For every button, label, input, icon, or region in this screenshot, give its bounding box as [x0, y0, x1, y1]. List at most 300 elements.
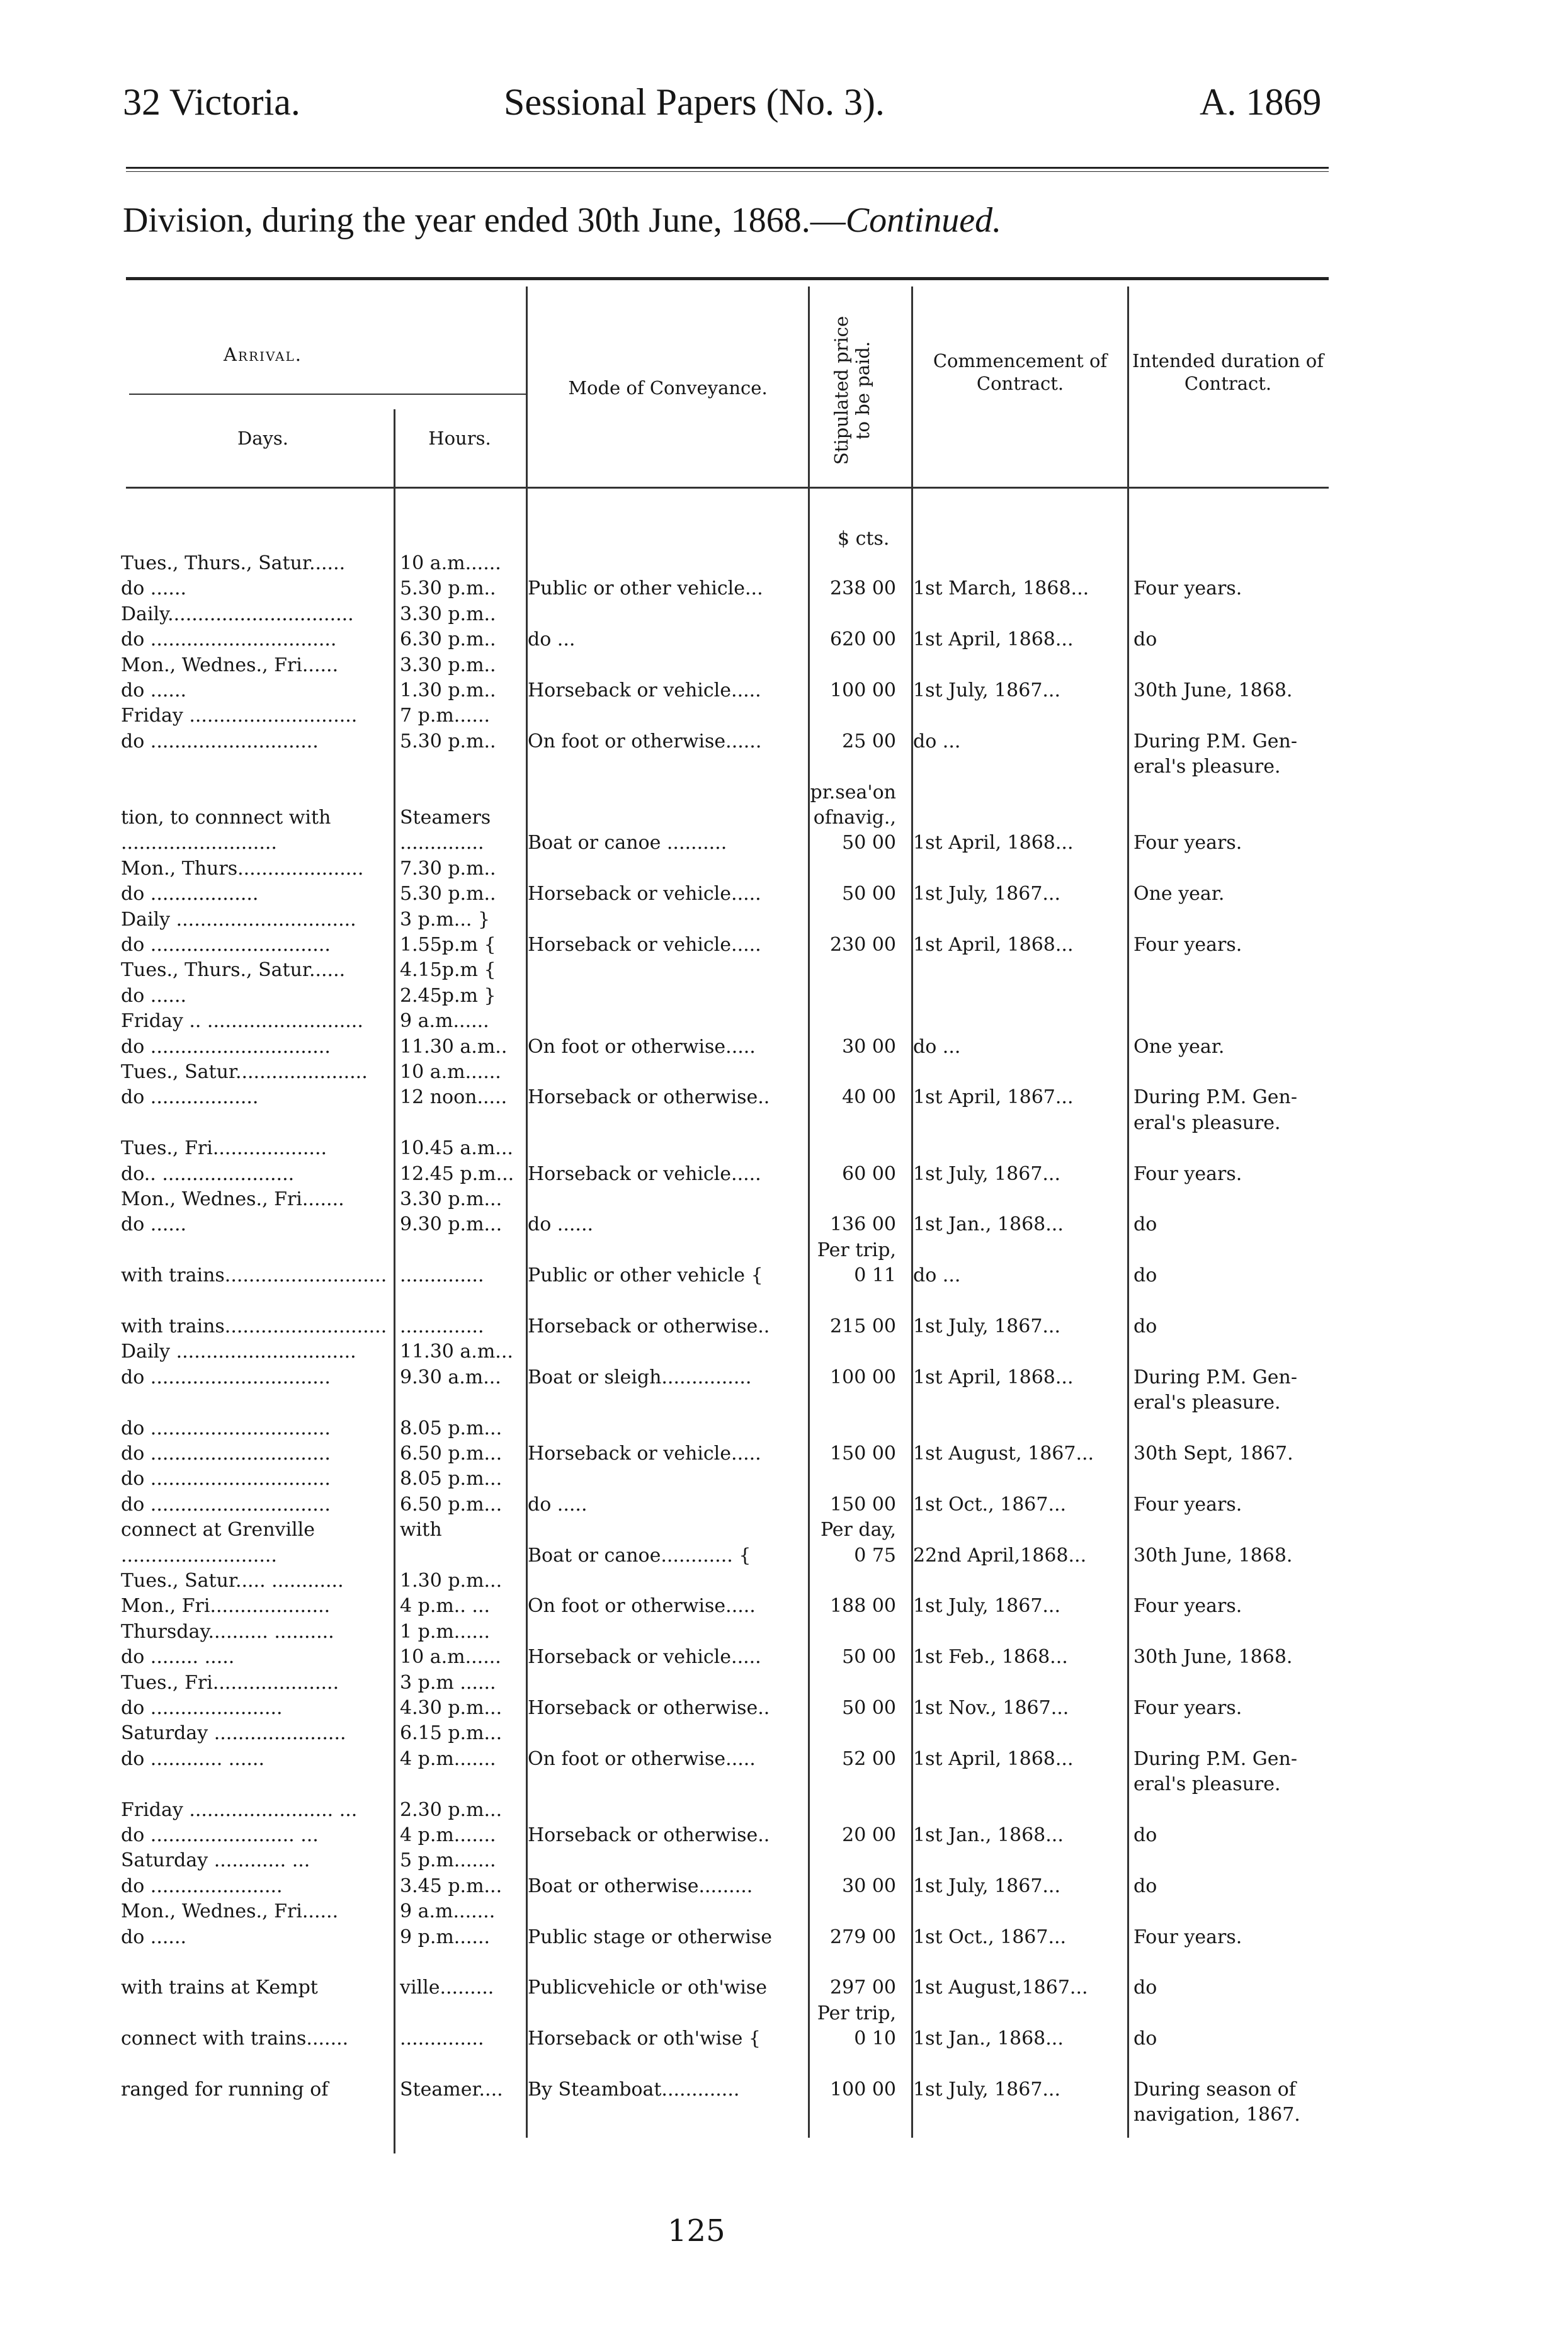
table-row: [0, 703, 1568, 729]
days-cell: Mon., Thurs.....................: [121, 857, 364, 880]
stipulated-header: [808, 296, 896, 485]
days-cell: Tues., Thurs., Satur......: [121, 552, 346, 574]
hours-cell: 7.30 p.m..: [400, 857, 496, 880]
hours-cell: 8.05 p.m...: [400, 1417, 503, 1439]
days-cell: Daily...............................: [121, 603, 354, 625]
table-row: [0, 1747, 1568, 1772]
price-cell: 0 10: [854, 2028, 896, 2050]
hours-cell: 9.30 a.m...: [400, 1366, 501, 1388]
duration-cell: Four years.: [1133, 1595, 1242, 1618]
table-row: [0, 780, 1568, 805]
table-row: [0, 958, 1568, 983]
table-row: [0, 1187, 1568, 1212]
table-row: [0, 1798, 1568, 1823]
price-cell: 100 00: [830, 1366, 896, 1388]
table-row: [0, 805, 1568, 831]
price-cell: 50 00: [842, 1697, 896, 1719]
days-cell: do ..............................: [121, 934, 331, 956]
days-cell: do.. ......................: [121, 1162, 295, 1185]
mode-cell: Horseback or vehicle.....: [528, 934, 761, 956]
table-row: [0, 1874, 1568, 1899]
hours-cell: 3.30 p.m..: [400, 603, 496, 625]
price-cell: 620 00: [830, 628, 896, 651]
price-cell: 0 11: [854, 1264, 896, 1287]
mode-cell: On foot or otherwise.....: [528, 1595, 756, 1618]
price-cell: 0 75: [854, 1544, 896, 1567]
duration-cell: Four years.: [1133, 577, 1242, 600]
table-top-rule: [126, 277, 1329, 280]
days-cell: do ..............................: [121, 1366, 331, 1388]
commencement-cell: 1st April, 1868...: [913, 628, 1074, 651]
table-row: [0, 882, 1568, 907]
table-row: [0, 653, 1568, 678]
hours-cell: 6.30 p.m..: [400, 628, 496, 651]
commencement-cell: 1st July, 1867...: [913, 883, 1061, 905]
hours-cell: 10.45 a.m...: [400, 1137, 513, 1160]
hours-cell: 4.30 p.m...: [400, 1697, 503, 1719]
table-row: [0, 1009, 1568, 1034]
table-row: [0, 1060, 1568, 1085]
hours-cell: 9 a.m......: [400, 1010, 489, 1033]
mode-cell: do ......: [528, 1213, 594, 1236]
table-row: [0, 1543, 1568, 1569]
days-cell: Mon., Wednes., Fri.......: [121, 1188, 344, 1210]
hours-cell: 12.45 p.m...: [400, 1162, 514, 1185]
price-cell: 52 00: [842, 1747, 896, 1770]
hours-cell: 11.30 a.m...: [400, 1341, 513, 1363]
duration-cell: eral's pleasure.: [1133, 1773, 1281, 1796]
commencement-cell: 1st Jan., 1868...: [913, 2028, 1064, 2050]
days-cell: do ......: [121, 679, 187, 701]
days-cell: do ......: [121, 1926, 187, 1948]
mode-cell: Publicvehicle or oth'wise: [528, 1977, 768, 1999]
mode-cell: Horseback or otherwise..: [528, 1315, 770, 1337]
table-row: [0, 1925, 1568, 1950]
duration-cell: do: [1133, 628, 1157, 651]
table-row: [0, 1263, 1568, 1288]
hours-cell: 10 a.m......: [400, 552, 501, 574]
hours-cell: 3.30 p.m...: [400, 1188, 503, 1210]
commencement-cell: 1st July, 1867...: [913, 1875, 1061, 1897]
subtitle-main: Division, during the year ended 30th June, 1868.—: [123, 201, 846, 240]
hours-cell: 2.45p.m }: [400, 984, 496, 1007]
mode-cell: Public stage or otherwise: [528, 1926, 772, 1948]
days-cell: do ......: [121, 984, 187, 1007]
mode-cell: Horseback or vehicle.....: [528, 679, 761, 701]
mode-cell: Public or other vehicle {: [528, 1264, 763, 1287]
hours-cell: ..............: [400, 2028, 484, 2050]
table-row: [0, 1569, 1568, 1594]
duration-cell: 30th June, 1868.: [1133, 1544, 1293, 1567]
table-row: [0, 1950, 1568, 1975]
days-cell: Daily ..............................: [121, 1341, 356, 1363]
hours-cell: 6.50 p.m...: [400, 1493, 503, 1516]
mode-cell: Boat or canoe ..........: [528, 832, 727, 854]
price-cell: 50 00: [842, 832, 896, 854]
table-row: [0, 1289, 1568, 1314]
commencement-cell: do ...: [913, 1035, 961, 1058]
header-rule: [126, 167, 1329, 169]
days-cell: do ..............................: [121, 1468, 331, 1490]
mode-cell: Horseback or vehicle.....: [528, 883, 761, 905]
table-row: [0, 1645, 1568, 1670]
mode-cell: Boat or otherwise.........: [528, 1875, 753, 1897]
duration-cell: One year.: [1133, 1035, 1225, 1058]
days-cell: tion, to connnect with: [121, 807, 331, 829]
duration-cell: 30th June, 1868.: [1133, 679, 1293, 701]
hours-header: Hours.: [428, 428, 491, 449]
header-rule-thin: [126, 171, 1329, 172]
duration-cell: do: [1133, 1315, 1157, 1337]
table-row: [0, 1416, 1568, 1441]
mode-cell: Horseback or vehicle.....: [528, 1646, 761, 1669]
days-cell: Tues., Satur..... ............: [121, 1570, 344, 1592]
duration-cell: During P.M. Gen-: [1133, 1086, 1297, 1109]
table-row: [0, 1467, 1568, 1492]
table-row: [0, 1671, 1568, 1696]
days-cell: Mon., Wednes., Fri......: [121, 1900, 339, 1923]
duration-cell: do: [1133, 2028, 1157, 2050]
days-cell: Friday ............................: [121, 705, 358, 727]
hours-cell: 2.30 p.m...: [400, 1798, 503, 1821]
hours-cell: ..............: [400, 1264, 484, 1287]
days-cell: connect at Grenville: [121, 1519, 315, 1541]
duration-cell: do: [1133, 1977, 1157, 1999]
mode-cell: Horseback or otherwise..: [528, 1697, 770, 1719]
duration-cell: 30th Sept, 1867.: [1133, 1443, 1293, 1465]
commencement-cell: 1st July, 1867...: [913, 2079, 1061, 2101]
hours-cell: 9 p.m......: [400, 1926, 491, 1948]
commencement-cell: 1st April, 1868...: [913, 832, 1074, 854]
hours-cell: 4 p.m.......: [400, 1824, 496, 1846]
mode-cell: Horseback or otherwise..: [528, 1086, 770, 1109]
price-cell: 230 00: [830, 934, 896, 956]
hours-cell: 9.30 p.m...: [400, 1213, 503, 1236]
table-row: [0, 1314, 1568, 1339]
table-row: [0, 576, 1568, 601]
table-row: [0, 856, 1568, 882]
hours-cell: 4 p.m.......: [400, 1747, 496, 1770]
days-cell: Saturday ............ ...: [121, 1849, 310, 1872]
price-cell: 50 00: [842, 883, 896, 905]
table-row: [0, 551, 1568, 576]
days-cell: do ..................: [121, 1086, 259, 1109]
duration-cell: Four years.: [1133, 832, 1242, 854]
duration-cell: Four years.: [1133, 1162, 1242, 1185]
days-cell: connect with trains.......: [121, 2028, 349, 2050]
price-cell: 150 00: [830, 1493, 896, 1516]
price-cell: 30 00: [842, 1875, 896, 1897]
header-bottom-rule: [126, 487, 1329, 489]
price-cell: 40 00: [842, 1086, 896, 1109]
days-cell: do ..................: [121, 883, 259, 905]
table-row: [0, 1162, 1568, 1187]
commencement-header: Commencement of Contract.: [933, 350, 1108, 394]
days-cell: do ........ .....: [121, 1646, 235, 1669]
hours-cell: 1.30 p.m...: [400, 1570, 503, 1592]
table-row: [0, 729, 1568, 754]
commencement-cell: 1st July, 1867...: [913, 1162, 1061, 1185]
mode-cell: do ...: [528, 628, 576, 651]
days-cell: do ..............................: [121, 1493, 331, 1516]
table-row: [0, 627, 1568, 652]
days-cell: Daily ..............................: [121, 908, 356, 931]
days-cell: Mon., Wednes., Fri......: [121, 654, 339, 676]
mode-cell: By Steamboat.............: [528, 2079, 740, 2101]
hours-cell: 10 a.m......: [400, 1061, 501, 1083]
table-row: [0, 2052, 1568, 2077]
commencement-cell: 1st Jan., 1868...: [913, 1824, 1064, 1846]
hours-cell: 5.30 p.m..: [400, 730, 496, 752]
commencement-cell: 1st March, 1868...: [913, 577, 1089, 600]
days-cell: do ........................ ...: [121, 1824, 319, 1846]
table-row: [0, 831, 1568, 856]
price-cell: pr.sea'on: [810, 781, 896, 803]
commencement-cell: 1st Oct., 1867...: [913, 1926, 1067, 1948]
price-cell: 215 00: [830, 1315, 896, 1337]
days-cell: ranged for running of: [121, 2079, 329, 2101]
subtitle-italic: Continued.: [845, 201, 1002, 240]
price-cell: 150 00: [830, 1443, 896, 1465]
duration-cell: do: [1133, 1875, 1157, 1897]
mode-cell: Horseback or oth'wise {: [528, 2028, 761, 2050]
hours-cell: 12 noon.....: [400, 1086, 508, 1109]
table-row: [0, 1212, 1568, 1237]
header-right: A. 1869: [1200, 81, 1322, 123]
table-row: [0, 1848, 1568, 1873]
table-row: [0, 1772, 1568, 1797]
days-cell: do ......................: [121, 1697, 283, 1719]
table-row: [0, 1899, 1568, 1924]
table-row: [0, 2026, 1568, 2051]
page-number: 125: [668, 2213, 725, 2249]
table-row: [0, 1441, 1568, 1467]
days-cell: do ...............................: [121, 628, 337, 651]
duration-cell: Four years.: [1133, 1493, 1242, 1516]
price-cell: Per trip,: [817, 1239, 896, 1261]
table-row: [0, 678, 1568, 703]
duration-cell: One year.: [1133, 883, 1225, 905]
days-cell: Friday .. ..........................: [121, 1010, 363, 1033]
price-cell: 188 00: [830, 1595, 896, 1618]
days-cell: do ......: [121, 1213, 187, 1236]
duration-header: Intended duration of Contract.: [1132, 350, 1324, 394]
duration-cell: During P.M. Gen-: [1133, 1366, 1297, 1388]
table-row: [0, 1390, 1568, 1415]
mode-cell: do .....: [528, 1493, 588, 1516]
days-cell: do ............................: [121, 730, 319, 752]
days-cell: Thursday.......... ..........: [121, 1620, 334, 1643]
hours-cell: 9 a.m.......: [400, 1900, 496, 1923]
hours-cell: 4 p.m.. ...: [400, 1595, 491, 1618]
stipulated-header-text: Stipulated price to be paid.: [831, 315, 873, 465]
table-row: [0, 1975, 1568, 2000]
table-row: [0, 907, 1568, 933]
days-cell: do ..............................: [121, 1417, 331, 1439]
table-row: [0, 2102, 1568, 2128]
days-cell: do ..............................: [121, 1035, 331, 1058]
table-row: [0, 754, 1568, 780]
table-row: [0, 1339, 1568, 1364]
days-cell: with trains...........................: [121, 1315, 387, 1337]
mode-cell: Horseback or vehicle.....: [528, 1443, 761, 1465]
price-cell: ofnavig.,: [813, 807, 896, 829]
days-cell: Tues., Fri...................: [121, 1137, 327, 1160]
hours-cell: Steamer....: [400, 2079, 503, 2101]
table-row: [0, 1365, 1568, 1390]
days-cell: ..........................: [121, 1544, 277, 1567]
price-cell: Per trip,: [817, 2002, 896, 2024]
hours-cell: Steamers: [400, 807, 491, 829]
duration-cell: Four years.: [1133, 934, 1242, 956]
duration-cell: eral's pleasure.: [1133, 756, 1281, 778]
hours-cell: 5.30 p.m..: [400, 883, 496, 905]
hours-cell: 5 p.m.......: [400, 1849, 496, 1872]
commencement-cell: 1st April, 1867...: [913, 1086, 1074, 1109]
price-cell: 100 00: [830, 679, 896, 701]
days-cell: Tues., Satur......................: [121, 1061, 368, 1083]
duration-cell: do: [1133, 1213, 1157, 1236]
currency-header: $ cts.: [838, 528, 890, 550]
table-row: [0, 2077, 1568, 2102]
days-cell: with trains...........................: [121, 1264, 387, 1287]
hours-cell: 1.55p.m {: [400, 934, 496, 956]
commencement-cell: 1st Oct., 1867...: [913, 1493, 1067, 1516]
duration-cell: Four years.: [1133, 1697, 1242, 1719]
mode-cell: Horseback or otherwise..: [528, 1824, 770, 1846]
table-row: [0, 1035, 1568, 1060]
hours-cell: 1 p.m......: [400, 1620, 491, 1643]
mode-cell: Horseback or vehicle.....: [528, 1162, 761, 1185]
days-cell: do ..............................: [121, 1443, 331, 1465]
mode-cell: Boat or sleigh...............: [528, 1366, 752, 1388]
duration-cell: During P.M. Gen-: [1133, 1747, 1297, 1770]
table-row: [0, 1721, 1568, 1746]
table-row: [0, 1823, 1568, 1848]
hours-cell: 7 p.m......: [400, 705, 491, 727]
arrival-header: Arrival.: [224, 344, 302, 365]
table-row: [0, 933, 1568, 958]
price-cell: 279 00: [830, 1926, 896, 1948]
days-cell: Tues., Thurs., Satur......: [121, 959, 346, 982]
commencement-cell: 1st April, 1868...: [913, 1366, 1074, 1388]
days-cell: Saturday ......................: [121, 1722, 346, 1745]
price-cell: 60 00: [842, 1162, 896, 1185]
commencement-cell: 1st Feb., 1868...: [913, 1646, 1068, 1669]
price-cell: 238 00: [830, 577, 896, 600]
hours-cell: 5.30 p.m..: [400, 577, 496, 600]
table-row: [0, 984, 1568, 1009]
hours-cell: 3.45 p.m...: [400, 1875, 503, 1897]
header-center: Sessional Papers (No. 3).: [504, 81, 885, 123]
days-cell: do ............ ......: [121, 1747, 264, 1770]
hours-cell: ville.........: [400, 1977, 494, 1999]
duration-cell: 30th June, 1868.: [1133, 1646, 1293, 1669]
duration-cell: do: [1133, 1264, 1157, 1287]
duration-cell: navigation, 1867.: [1133, 2104, 1300, 2126]
table-row: [0, 1238, 1568, 1263]
mode-cell: On foot or otherwise......: [528, 730, 762, 752]
hours-cell: ..............: [400, 1315, 484, 1337]
price-cell: 30 00: [842, 1035, 896, 1058]
hours-cell: 4.15p.m {: [400, 959, 496, 982]
duration-cell: During season of: [1133, 2079, 1296, 2101]
mode-cell: On foot or otherwise.....: [528, 1035, 756, 1058]
hours-cell: 6.50 p.m...: [400, 1443, 503, 1465]
hours-cell: 8.05 p.m...: [400, 1468, 503, 1490]
table-row: [0, 1136, 1568, 1161]
days-cell: Friday ........................ ...: [121, 1798, 358, 1821]
commencement-cell: 1st August, 1867...: [913, 1443, 1094, 1465]
mode-cell: Public or other vehicle...: [528, 577, 763, 600]
duration-cell: eral's pleasure.: [1133, 1392, 1281, 1414]
hours-cell: 11.30 a.m..: [400, 1035, 508, 1058]
price-cell: 25 00: [842, 730, 896, 752]
hours-cell: 3 p.m ......: [400, 1671, 496, 1694]
days-cell: Mon., Fri....................: [121, 1595, 331, 1618]
hours-cell: 10 a.m......: [400, 1646, 501, 1669]
commencement-cell: 1st April, 1868...: [913, 934, 1074, 956]
days-cell: ..........................: [121, 832, 277, 854]
price-cell: 50 00: [842, 1646, 896, 1669]
duration-cell: During P.M. Gen-: [1133, 730, 1297, 752]
commencement-cell: 1st April, 1868...: [913, 1747, 1074, 1770]
hours-cell: ..............: [400, 832, 484, 854]
commencement-cell: 1st July, 1867...: [913, 679, 1061, 701]
table-row: [0, 1518, 1568, 1543]
table-row: [0, 2001, 1568, 2026]
days-cell: do ......: [121, 577, 187, 600]
table-row: [0, 1111, 1568, 1136]
price-cell: 297 00: [830, 1977, 896, 1999]
table-row: [0, 1492, 1568, 1518]
duration-cell: Four years.: [1133, 1926, 1242, 1948]
price-cell: 136 00: [830, 1213, 896, 1236]
header-left: 32 Victoria.: [123, 81, 300, 123]
hours-cell: with: [400, 1519, 442, 1541]
hours-cell: 6.15 p.m...: [400, 1722, 503, 1745]
price-cell: Per day,: [820, 1519, 896, 1541]
days-cell: with trains at Kempt: [121, 1977, 318, 1999]
table-row: [0, 1085, 1568, 1110]
table-row: [0, 1620, 1568, 1645]
commencement-cell: 1st July, 1867...: [913, 1595, 1061, 1618]
table-row: [0, 1696, 1568, 1721]
commencement-cell: 1st Nov., 1867...: [913, 1697, 1069, 1719]
price-cell: 100 00: [830, 2079, 896, 2101]
mode-header: Mode of Conveyance.: [568, 377, 768, 399]
commencement-cell: 1st July, 1867...: [913, 1315, 1061, 1337]
duration-cell: do: [1133, 1824, 1157, 1846]
commencement-cell: 1st August,1867...: [913, 1977, 1088, 1999]
arrival-underline: [129, 394, 526, 395]
mode-cell: On foot or otherwise.....: [528, 1747, 756, 1770]
commencement-cell: 22nd April,1868...: [913, 1544, 1087, 1567]
commencement-cell: do ...: [913, 730, 961, 752]
mode-cell: Boat or canoe............ {: [528, 1544, 751, 1567]
days-header: Days.: [237, 428, 289, 449]
hours-cell: 3.30 p.m..: [400, 654, 496, 676]
commencement-cell: 1st Jan., 1868...: [913, 1213, 1064, 1236]
page-subtitle: [123, 200, 1001, 241]
table-row: [0, 1594, 1568, 1619]
hours-cell: 1.30 p.m..: [400, 679, 496, 701]
days-cell: do ......................: [121, 1875, 283, 1897]
table-row: [0, 602, 1568, 627]
duration-cell: eral's pleasure.: [1133, 1111, 1281, 1134]
price-cell: 20 00: [842, 1824, 896, 1846]
hours-cell: 3 p.m... }: [400, 908, 491, 931]
